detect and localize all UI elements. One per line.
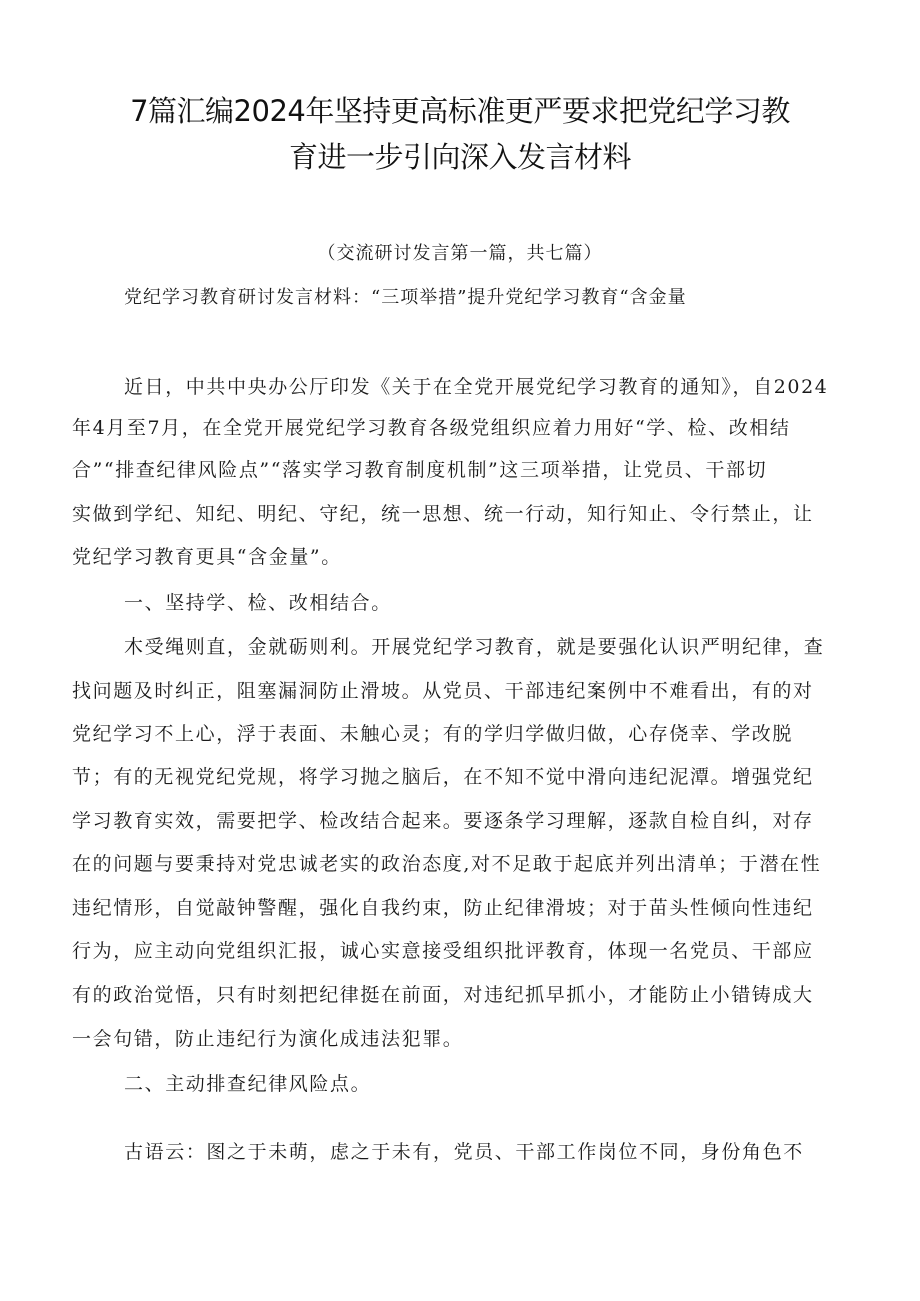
body-line: 行为，应主动向党组织汇报，诚心实意接受组织批评教育，体现一名党员、干部应 — [72, 940, 814, 962]
document-title-line-1: 7篇汇编2024年坚持更高标准更严要求把党纪学习教 — [130, 94, 790, 128]
body-line: 合”“排查纪律风险点”“落实学习教育制度机制”这三项举措，让党员、干部切 — [72, 459, 768, 481]
body-line: 木受绳则直，金就砺则利。开展党纪学习教育，就是要强化认识严明纪律，查 — [124, 636, 825, 658]
body-line: 有的政治觉悟，只有时刻把纪律挺在前面，对违纪抓早抓小，才能防止小错铸成大 — [72, 984, 814, 1006]
body-line: 年4月至7月，在全党开展党纪学习教育各级党组织应着力用好“学、检、改相结 — [72, 417, 791, 439]
body-line: 违纪情形，自觉敲钟警醒，强化自我约束，防止纪律滑坡；对于苗头性倾向性违纪 — [72, 897, 814, 919]
section-heading-2: 二、主动排查纪律风险点。 — [124, 1073, 372, 1095]
body-line: 一会句错，防止违纪行为演化成违法犯罪。 — [72, 1028, 464, 1050]
section-heading-1: 一、坚持学、检、改相结合。 — [124, 592, 392, 614]
document-title-line-2: 育进一步引向深入发言材料 — [288, 140, 631, 174]
section-heading: 党纪学习教育研讨发言材料：“三项举措”提升党纪学习教育“含金量 — [124, 287, 687, 308]
body-line: 近日，中共中央办公厅印发《关于在全党开展党纪学习教育的通知》，自2024 — [124, 376, 829, 398]
body-line: 节；有的无视党纪党规，将学习抛之脑后，在不知不觉中滑向违纪泥潭。增强党纪 — [72, 766, 814, 788]
body-line: 学习教育实效，需要把学、检改结合起来。要逐条学习理解，逐款自检自纠，对存 — [72, 810, 814, 832]
body-line: 古语云：图之于未萌，虑之于未有，党员、干部工作岗位不同，身份角色不 — [124, 1141, 804, 1163]
body-line: 找问题及时纠正，阻塞漏洞防止滑坡。从党员、干部违纪案例中不难看出，有的对 — [72, 680, 814, 702]
body-line: 实做到学纪、知纪、明纪、守纪，统一思想、统一行动，知行知止、令行禁止，让 — [72, 503, 814, 525]
body-line: 在的问题与要秉持对党忠诚老实的政治态度,对不足敢于起底并列出清单；于潜在性 — [72, 853, 822, 875]
body-line: 党纪学习不上心，浮于表面、未触心灵；有的学归学做归做，心存侥幸、学改脱 — [72, 723, 794, 745]
body-line: 党纪学习教育更具“含金量”。 — [72, 546, 342, 568]
document-subtitle: （交流研讨发言第一篇，共七篇） — [317, 243, 603, 264]
